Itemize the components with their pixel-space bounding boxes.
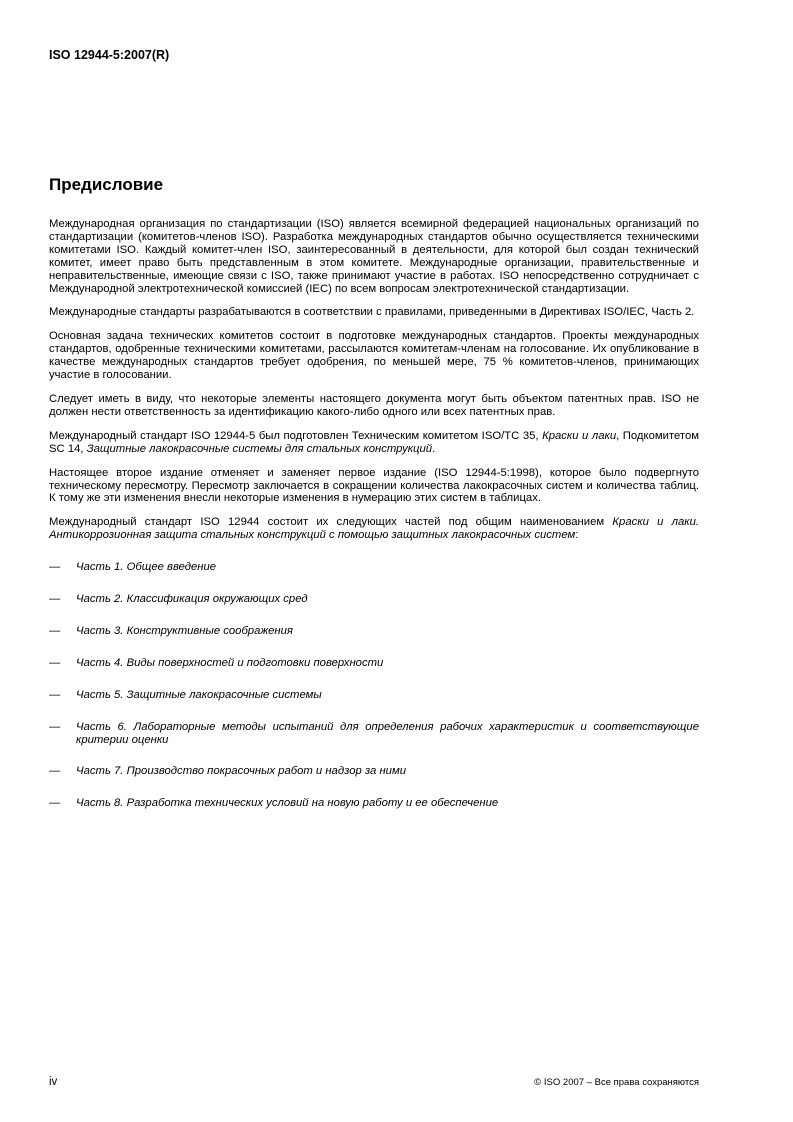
part-title: Часть 6. Лабораторные методы испытаний для определения рабочих характеристик и соответствующие критерии оценки <box>76 720 699 746</box>
foreword-body <box>49 218 699 829</box>
list-item <box>49 689 699 702</box>
list-dash: — <box>49 688 61 701</box>
part-title: Часть 2. Классификация окружающих сред <box>76 593 308 606</box>
list-dash: — <box>49 720 61 733</box>
part-title: Часть 1. Общее введение <box>76 561 217 574</box>
part-title: Часть 5. Защитные лакокрасочные системы <box>76 688 322 701</box>
list-item <box>49 657 699 670</box>
prepared-by-end: . <box>432 442 436 455</box>
list-item <box>49 561 699 574</box>
prepared-by-text: Международный стандарт ISO 12944-5 был подготовлен Техническим комитетом ISO/TC 35, <box>49 429 543 442</box>
paragraph-edition: Настоящее второе издание отменяет и заменяет первое издание (ISO 12944-5:1998), которое было подвергнуто техническому пересмотру. Пересмотр заключается в сокращении количества лакокрасочных систем и количества таблиц. К тому же эти изменения внесли некоторые изменения в нумерацию этих систем в таблицах. <box>49 466 699 505</box>
list-item <box>49 765 699 778</box>
list-item <box>49 625 699 638</box>
part-title: Часть 7. Производство покрасочных работ и надзор за ними <box>76 765 406 778</box>
parts-list <box>49 561 699 810</box>
list-dash: — <box>49 765 61 778</box>
paragraph-patents: Следует иметь в виду, что некоторые элементы настоящего документа могут быть объектом патентных прав. ISO не должен нести ответственность за идентификацию какого-либо одного или всех патентных прав. <box>49 392 699 418</box>
parts-intro-end: : <box>575 529 579 542</box>
paragraph-directives: Международные стандарты разрабатываются в соответствии с правилами, приведенными в Директивах ISO/IEC, Часть 2. <box>49 306 695 319</box>
parts-intro-text: Международный стандарт ISO 12944 состоит их следующих частей под общим наименованием <box>49 516 613 529</box>
paragraph-prepared-by <box>49 430 699 456</box>
list-dash: — <box>49 797 61 810</box>
list-dash: — <box>49 593 61 606</box>
copyright-notice: © ISO 2007 – Все права сохраняются <box>534 1077 699 1088</box>
prepared-by-text-2: , Подкомитетом SC 14, <box>49 429 699 455</box>
subcommittee-title: Защитные лакокрасочные системы для стальных конструкций <box>86 442 433 455</box>
page-title: Предисловие <box>49 175 164 194</box>
paragraph-committees: Основная задача технических комитетов состоит в подготовке международных стандартов. Проекты международных стандартов, одобренные техническими комитетами, рассылаются комитетам-членам на голосование. Их опубликование в качестве международных стандартов требует одобрения, по меньшей мере, 75 % комитетов-членов, принимающих участие в голосовании. <box>49 330 699 382</box>
committee-title: Краски и лаки <box>542 429 617 442</box>
series-title: Краски и лаки. Антикоррозионная защита стальных конструкций с помощью защитных лакокрасочных систем <box>49 516 699 542</box>
page-number: iv <box>49 1076 58 1088</box>
list-item <box>49 797 699 810</box>
part-title: Часть 3. Конструктивные соображения <box>76 624 293 637</box>
list-item <box>49 721 699 747</box>
list-dash: — <box>49 624 61 637</box>
list-item <box>49 593 699 606</box>
paragraph-iso-intro: Международная организация по стандартизации (ISO) является всемирной федерацией национальных организаций по стандартизации (комитетов-членов ISO). Разработка международных стандартов обычно осуществляется техническими комитетами ISO. Каждый комитет-член ISO, заинтересованный в деятельности, для которой был создан технический комитет, имеет право быть представленным в этом комитете. Международные организации, правительственные и неправительственные, имеющие связи с ISO, также принимают участие в работах. ISO непосредственно сотрудничает с Международной электротехнической комиссией (IEC) по всем вопросам электротехнической стандартизации. <box>49 218 699 295</box>
paragraph-parts-intro <box>49 516 699 542</box>
part-title: Часть 8. Разработка технических условий на новую работу и ее обеспечение <box>76 797 499 810</box>
list-dash: — <box>49 656 61 669</box>
document-id: ISO 12944-5:2007(R) <box>49 48 170 62</box>
part-title: Часть 4. Виды поверхностей и подготовки поверхности <box>76 656 384 669</box>
list-dash: — <box>49 561 61 574</box>
